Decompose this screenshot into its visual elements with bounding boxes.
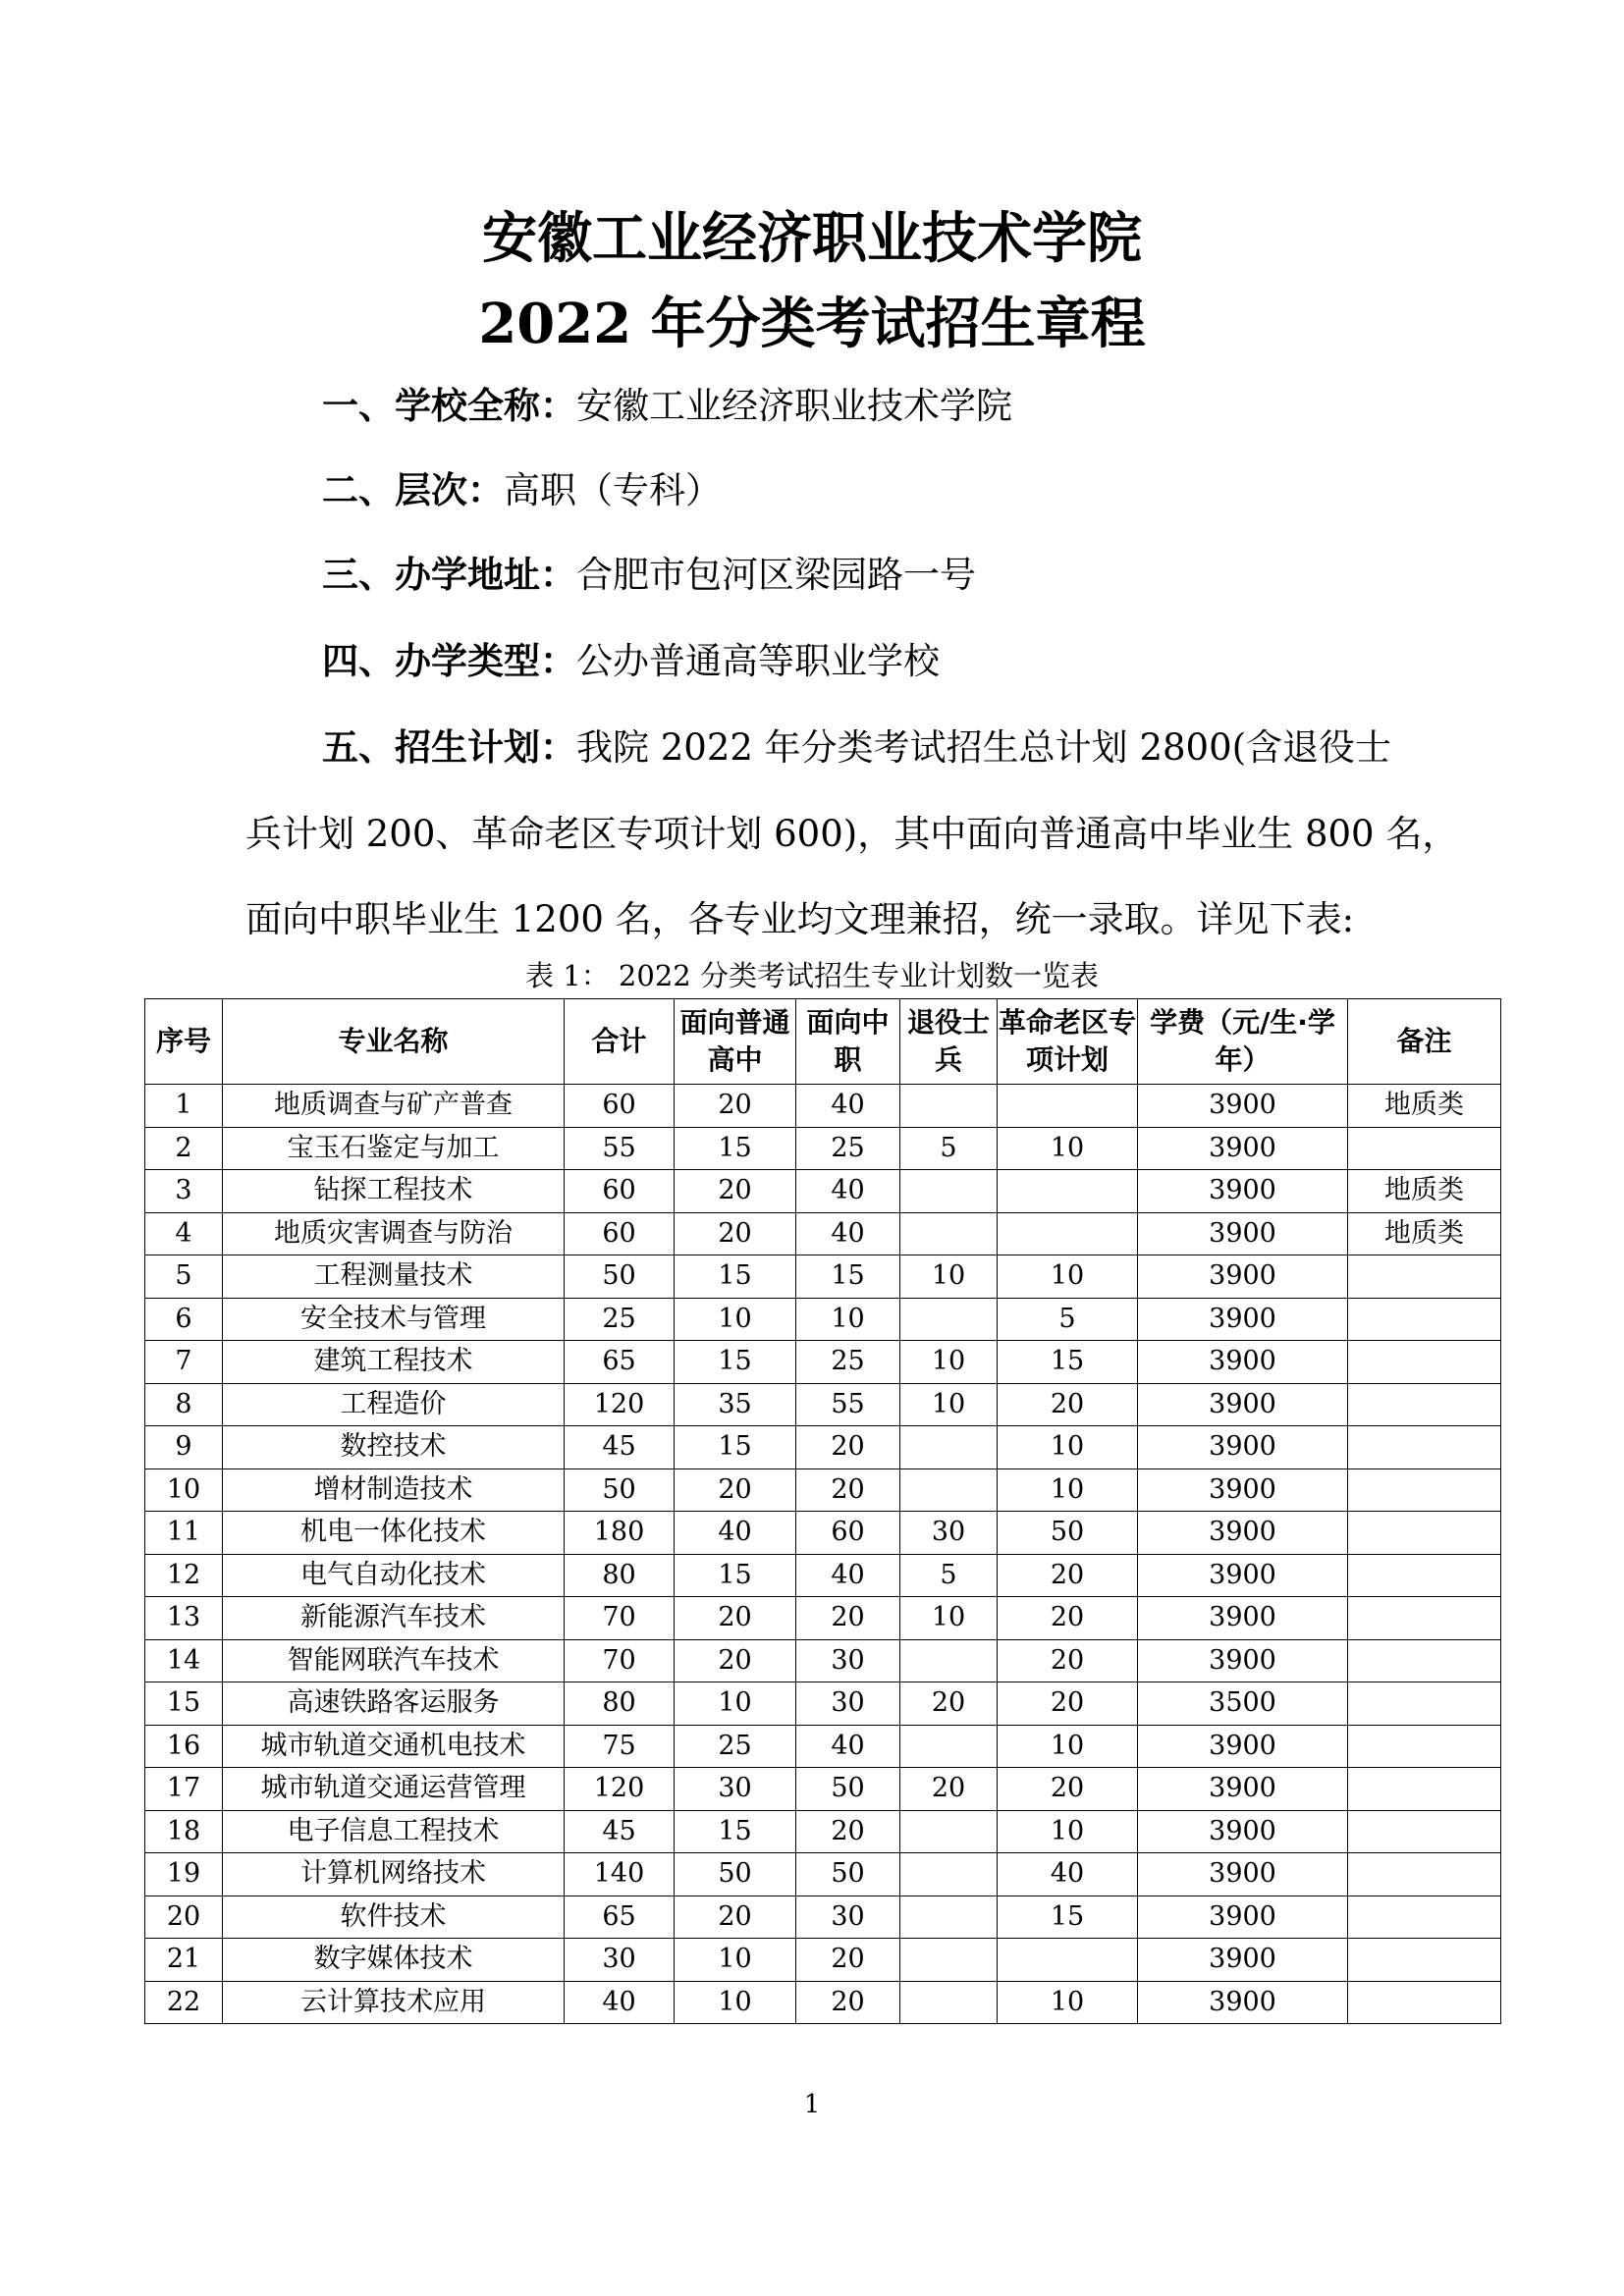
cell-index: 4 bbox=[145, 1212, 223, 1255]
cell-index: 19 bbox=[145, 1853, 223, 1896]
cell-total: 60 bbox=[565, 1085, 675, 1128]
header-index: 序号 bbox=[145, 999, 223, 1085]
cell-veterans: 30 bbox=[900, 1512, 998, 1555]
cell-veterans: 10 bbox=[900, 1383, 998, 1426]
cell-remarks bbox=[1348, 1981, 1501, 2024]
cell-index: 12 bbox=[145, 1554, 223, 1597]
cell-tuition: 3900 bbox=[1138, 1639, 1348, 1682]
cell-vocational: 60 bbox=[796, 1512, 900, 1555]
cell-high-school: 25 bbox=[675, 1725, 796, 1768]
cell-major: 数控技术 bbox=[223, 1426, 565, 1469]
cell-old-revolutionary-areas: 20 bbox=[998, 1597, 1138, 1640]
cell-old-revolutionary-areas: 50 bbox=[998, 1512, 1138, 1555]
cell-veterans: 20 bbox=[900, 1768, 998, 1811]
cell-vocational: 30 bbox=[796, 1896, 900, 1939]
cell-major: 地质调查与矿产普查 bbox=[223, 1085, 565, 1128]
cell-veterans bbox=[900, 1981, 998, 2024]
cell-major: 软件技术 bbox=[223, 1896, 565, 1939]
header-remarks: 备注 bbox=[1348, 999, 1501, 1085]
cell-total: 70 bbox=[565, 1639, 675, 1682]
section-label: 五、招生计划： bbox=[322, 726, 576, 769]
header-major: 专业名称 bbox=[223, 999, 565, 1085]
cell-veterans bbox=[900, 1085, 998, 1128]
table-row bbox=[145, 1298, 1501, 1341]
cell-remarks: 地质类 bbox=[1348, 1212, 1501, 1255]
cell-veterans bbox=[900, 1426, 998, 1469]
cell-major: 建筑工程技术 bbox=[223, 1341, 565, 1384]
cell-tuition: 3900 bbox=[1138, 1341, 1348, 1384]
cell-veterans bbox=[900, 1896, 998, 1939]
document-subtitle: 2022 年分类考试招生章程 bbox=[478, 292, 1146, 356]
section-school-name bbox=[322, 385, 1012, 428]
cell-high-school: 10 bbox=[675, 1298, 796, 1341]
cell-tuition: 3900 bbox=[1138, 1170, 1348, 1213]
cell-high-school: 35 bbox=[675, 1383, 796, 1426]
cell-high-school: 20 bbox=[675, 1212, 796, 1255]
cell-vocational: 40 bbox=[796, 1170, 900, 1213]
table-row bbox=[145, 1468, 1501, 1512]
cell-veterans: 5 bbox=[900, 1554, 998, 1597]
cell-major: 电气自动化技术 bbox=[223, 1554, 565, 1597]
cell-total: 45 bbox=[565, 1426, 675, 1469]
cell-veterans bbox=[900, 1170, 998, 1213]
cell-total: 80 bbox=[565, 1682, 675, 1726]
cell-tuition: 3900 bbox=[1138, 1127, 1348, 1170]
cell-major: 增材制造技术 bbox=[223, 1468, 565, 1512]
table-row bbox=[145, 1212, 1501, 1255]
cell-index: 14 bbox=[145, 1639, 223, 1682]
cell-total: 75 bbox=[565, 1725, 675, 1768]
cell-remarks bbox=[1348, 1341, 1501, 1384]
cell-remarks bbox=[1348, 1512, 1501, 1555]
table-row bbox=[145, 1426, 1501, 1469]
cell-tuition: 3900 bbox=[1138, 1896, 1348, 1939]
cell-remarks bbox=[1348, 1939, 1501, 1982]
cell-major: 工程测量技术 bbox=[223, 1255, 565, 1299]
cell-index: 22 bbox=[145, 1981, 223, 2024]
cell-index: 10 bbox=[145, 1468, 223, 1512]
section-value: 安徽工业经济职业技术学院 bbox=[576, 385, 1012, 427]
cell-vocational: 20 bbox=[796, 1939, 900, 1982]
cell-total: 65 bbox=[565, 1341, 675, 1384]
cell-old-revolutionary-areas: 20 bbox=[998, 1768, 1138, 1811]
document-title: 安徽工业经济职业技术学院 bbox=[482, 207, 1142, 271]
table-row bbox=[145, 1939, 1501, 1982]
cell-remarks bbox=[1348, 1639, 1501, 1682]
table-row bbox=[145, 1981, 1501, 2024]
cell-tuition: 3900 bbox=[1138, 1597, 1348, 1640]
cell-index: 7 bbox=[145, 1341, 223, 1384]
table-row bbox=[145, 1170, 1501, 1213]
cell-total: 55 bbox=[565, 1127, 675, 1170]
cell-total: 180 bbox=[565, 1512, 675, 1555]
cell-vocational: 40 bbox=[796, 1554, 900, 1597]
cell-high-school: 20 bbox=[675, 1896, 796, 1939]
cell-vocational: 50 bbox=[796, 1853, 900, 1896]
cell-tuition: 3900 bbox=[1138, 1853, 1348, 1896]
cell-old-revolutionary-areas: 10 bbox=[998, 1255, 1138, 1299]
cell-vocational: 40 bbox=[796, 1085, 900, 1128]
cell-old-revolutionary-areas bbox=[998, 1170, 1138, 1213]
table-row bbox=[145, 1639, 1501, 1682]
cell-remarks bbox=[1348, 1255, 1501, 1299]
cell-remarks bbox=[1348, 1383, 1501, 1426]
cell-high-school: 10 bbox=[675, 1682, 796, 1726]
cell-remarks bbox=[1348, 1810, 1501, 1853]
table-row bbox=[145, 1896, 1501, 1939]
cell-high-school: 20 bbox=[675, 1639, 796, 1682]
cell-tuition: 3900 bbox=[1138, 1298, 1348, 1341]
cell-total: 70 bbox=[565, 1597, 675, 1640]
section-address bbox=[322, 554, 976, 597]
cell-major: 城市轨道交通运营管理 bbox=[223, 1768, 565, 1811]
cell-veterans bbox=[900, 1810, 998, 1853]
cell-old-revolutionary-areas: 10 bbox=[998, 1127, 1138, 1170]
header-vocational: 面向中职 bbox=[796, 999, 900, 1085]
cell-major: 宝玉石鉴定与加工 bbox=[223, 1127, 565, 1170]
cell-remarks bbox=[1348, 1298, 1501, 1341]
cell-veterans bbox=[900, 1468, 998, 1512]
cell-major: 机电一体化技术 bbox=[223, 1512, 565, 1555]
cell-veterans bbox=[900, 1725, 998, 1768]
cell-old-revolutionary-areas: 20 bbox=[998, 1682, 1138, 1726]
table-row bbox=[145, 1512, 1501, 1555]
cell-vocational: 20 bbox=[796, 1426, 900, 1469]
section-value: 我院 2022 年分类考试招生总计划 2800(含退役士 bbox=[576, 726, 1392, 769]
table-row bbox=[145, 1085, 1501, 1128]
cell-vocational: 20 bbox=[796, 1468, 900, 1512]
section-value: 高职（专科） bbox=[504, 469, 722, 511]
cell-remarks bbox=[1348, 1554, 1501, 1597]
table-row bbox=[145, 1597, 1501, 1640]
section-value: 合肥市包河区梁园路一号 bbox=[576, 554, 976, 596]
cell-high-school: 15 bbox=[675, 1810, 796, 1853]
cell-tuition: 3900 bbox=[1138, 1085, 1348, 1128]
cell-old-revolutionary-areas: 40 bbox=[998, 1853, 1138, 1896]
header-tuition: 学费（元/生·学年） bbox=[1138, 999, 1348, 1085]
cell-high-school: 15 bbox=[675, 1127, 796, 1170]
cell-total: 40 bbox=[565, 1981, 675, 2024]
cell-tuition: 3900 bbox=[1138, 1725, 1348, 1768]
cell-total: 45 bbox=[565, 1810, 675, 1853]
table-row bbox=[145, 1383, 1501, 1426]
section-label: 三、办学地址： bbox=[322, 554, 576, 596]
plan-text-line: 面向中职毕业生 1200 名，各专业均文理兼招，统一录取。详见下表: bbox=[245, 898, 1355, 940]
header-high-school: 面向普通高中 bbox=[675, 999, 796, 1085]
cell-remarks: 地质类 bbox=[1348, 1170, 1501, 1213]
cell-total: 60 bbox=[565, 1170, 675, 1213]
cell-total: 50 bbox=[565, 1468, 675, 1512]
cell-index: 8 bbox=[145, 1383, 223, 1426]
section-school-type bbox=[322, 640, 940, 683]
cell-index: 3 bbox=[145, 1170, 223, 1213]
cell-major: 智能网联汽车技术 bbox=[223, 1639, 565, 1682]
cell-vocational: 15 bbox=[796, 1255, 900, 1299]
cell-veterans: 10 bbox=[900, 1597, 998, 1640]
cell-high-school: 20 bbox=[675, 1085, 796, 1128]
cell-high-school: 15 bbox=[675, 1426, 796, 1469]
cell-index: 6 bbox=[145, 1298, 223, 1341]
cell-old-revolutionary-areas: 5 bbox=[998, 1298, 1138, 1341]
cell-total: 65 bbox=[565, 1896, 675, 1939]
cell-high-school: 10 bbox=[675, 1939, 796, 1982]
cell-index: 13 bbox=[145, 1597, 223, 1640]
section-level bbox=[322, 469, 722, 512]
table-row bbox=[145, 1725, 1501, 1768]
cell-remarks: 地质类 bbox=[1348, 1085, 1501, 1128]
cell-major: 电子信息工程技术 bbox=[223, 1810, 565, 1853]
cell-remarks bbox=[1348, 1725, 1501, 1768]
page-number: 1 bbox=[803, 2090, 821, 2119]
cell-veterans bbox=[900, 1298, 998, 1341]
cell-tuition: 3500 bbox=[1138, 1682, 1348, 1726]
cell-veterans bbox=[900, 1212, 998, 1255]
cell-index: 20 bbox=[145, 1896, 223, 1939]
table-body bbox=[145, 1085, 1501, 2024]
cell-high-school: 15 bbox=[675, 1255, 796, 1299]
table-caption: 表 1： 2022 分类考试招生专业计划数一览表 bbox=[525, 959, 1099, 992]
cell-tuition: 3900 bbox=[1138, 1212, 1348, 1255]
cell-index: 1 bbox=[145, 1085, 223, 1128]
cell-veterans: 20 bbox=[900, 1682, 998, 1726]
cell-old-revolutionary-areas bbox=[998, 1939, 1138, 1982]
cell-total: 30 bbox=[565, 1939, 675, 1982]
cell-remarks bbox=[1348, 1853, 1501, 1896]
cell-index: 16 bbox=[145, 1725, 223, 1768]
cell-tuition: 3900 bbox=[1138, 1810, 1348, 1853]
cell-old-revolutionary-areas: 10 bbox=[998, 1426, 1138, 1469]
cell-index: 11 bbox=[145, 1512, 223, 1555]
cell-tuition: 3900 bbox=[1138, 1981, 1348, 2024]
section-label: 四、办学类型： bbox=[322, 640, 576, 682]
cell-major: 新能源汽车技术 bbox=[223, 1597, 565, 1640]
cell-major: 地质灾害调查与防治 bbox=[223, 1212, 565, 1255]
cell-high-school: 20 bbox=[675, 1597, 796, 1640]
cell-old-revolutionary-areas: 20 bbox=[998, 1639, 1138, 1682]
cell-remarks bbox=[1348, 1468, 1501, 1512]
cell-old-revolutionary-areas: 10 bbox=[998, 1981, 1138, 2024]
table-row bbox=[145, 1810, 1501, 1853]
cell-major: 城市轨道交通机电技术 bbox=[223, 1725, 565, 1768]
cell-tuition: 3900 bbox=[1138, 1939, 1348, 1982]
cell-total: 120 bbox=[565, 1383, 675, 1426]
cell-high-school: 20 bbox=[675, 1468, 796, 1512]
cell-index: 21 bbox=[145, 1939, 223, 1982]
cell-tuition: 3900 bbox=[1138, 1426, 1348, 1469]
cell-index: 5 bbox=[145, 1255, 223, 1299]
cell-vocational: 50 bbox=[796, 1768, 900, 1811]
cell-remarks bbox=[1348, 1597, 1501, 1640]
table-row bbox=[145, 1127, 1501, 1170]
cell-high-school: 10 bbox=[675, 1981, 796, 2024]
cell-total: 50 bbox=[565, 1255, 675, 1299]
cell-major: 计算机网络技术 bbox=[223, 1853, 565, 1896]
cell-veterans bbox=[900, 1639, 998, 1682]
cell-major: 云计算技术应用 bbox=[223, 1981, 565, 2024]
section-value: 公办普通高等职业学校 bbox=[576, 640, 940, 682]
table-row bbox=[145, 1341, 1501, 1384]
cell-tuition: 3900 bbox=[1138, 1468, 1348, 1512]
cell-major: 工程造价 bbox=[223, 1383, 565, 1426]
cell-total: 140 bbox=[565, 1853, 675, 1896]
cell-major: 钻探工程技术 bbox=[223, 1170, 565, 1213]
cell-old-revolutionary-areas bbox=[998, 1212, 1138, 1255]
table-row bbox=[145, 1682, 1501, 1726]
cell-major: 高速铁路客运服务 bbox=[223, 1682, 565, 1726]
cell-old-revolutionary-areas: 15 bbox=[998, 1341, 1138, 1384]
cell-remarks bbox=[1348, 1682, 1501, 1726]
cell-remarks bbox=[1348, 1426, 1501, 1469]
cell-remarks bbox=[1348, 1896, 1501, 1939]
cell-veterans: 10 bbox=[900, 1341, 998, 1384]
header-old-revolutionary-areas: 革命老区专项计划 bbox=[998, 999, 1138, 1085]
cell-high-school: 15 bbox=[675, 1341, 796, 1384]
cell-remarks bbox=[1348, 1768, 1501, 1811]
cell-veterans: 10 bbox=[900, 1255, 998, 1299]
table-row bbox=[145, 1554, 1501, 1597]
cell-tuition: 3900 bbox=[1138, 1554, 1348, 1597]
cell-total: 60 bbox=[565, 1212, 675, 1255]
cell-old-revolutionary-areas: 10 bbox=[998, 1725, 1138, 1768]
cell-veterans bbox=[900, 1853, 998, 1896]
table-row bbox=[145, 1853, 1501, 1896]
table-row bbox=[145, 1255, 1501, 1299]
enrollment-plan-table bbox=[144, 998, 1501, 2024]
cell-major: 安全技术与管理 bbox=[223, 1298, 565, 1341]
section-label: 一、学校全称： bbox=[322, 385, 576, 427]
cell-index: 2 bbox=[145, 1127, 223, 1170]
cell-vocational: 20 bbox=[796, 1981, 900, 2024]
cell-total: 120 bbox=[565, 1768, 675, 1811]
cell-high-school: 40 bbox=[675, 1512, 796, 1555]
cell-index: 17 bbox=[145, 1768, 223, 1811]
cell-remarks bbox=[1348, 1127, 1501, 1170]
cell-old-revolutionary-areas bbox=[998, 1085, 1138, 1128]
header-total: 合计 bbox=[565, 999, 675, 1085]
cell-vocational: 40 bbox=[796, 1212, 900, 1255]
section-enrollment-plan bbox=[322, 726, 1391, 770]
cell-total: 25 bbox=[565, 1298, 675, 1341]
cell-major: 数字媒体技术 bbox=[223, 1939, 565, 1982]
cell-vocational: 20 bbox=[796, 1810, 900, 1853]
cell-veterans bbox=[900, 1939, 998, 1982]
cell-vocational: 20 bbox=[796, 1597, 900, 1640]
cell-vocational: 55 bbox=[796, 1383, 900, 1426]
cell-vocational: 30 bbox=[796, 1682, 900, 1726]
cell-vocational: 40 bbox=[796, 1725, 900, 1768]
cell-total: 80 bbox=[565, 1554, 675, 1597]
cell-old-revolutionary-areas: 20 bbox=[998, 1383, 1138, 1426]
table-row bbox=[145, 1768, 1501, 1811]
cell-vocational: 25 bbox=[796, 1341, 900, 1384]
cell-vocational: 25 bbox=[796, 1127, 900, 1170]
cell-veterans: 5 bbox=[900, 1127, 998, 1170]
plan-text-line: 兵计划 200、革命老区专项计划 600)，其中面向普通高中毕业生 800 名， bbox=[245, 813, 1459, 855]
cell-old-revolutionary-areas: 10 bbox=[998, 1468, 1138, 1512]
cell-index: 18 bbox=[145, 1810, 223, 1853]
cell-high-school: 15 bbox=[675, 1554, 796, 1597]
cell-index: 15 bbox=[145, 1682, 223, 1726]
cell-tuition: 3900 bbox=[1138, 1383, 1348, 1426]
cell-vocational: 30 bbox=[796, 1639, 900, 1682]
cell-tuition: 3900 bbox=[1138, 1512, 1348, 1555]
cell-high-school: 30 bbox=[675, 1768, 796, 1811]
section-label: 二、层次： bbox=[322, 469, 504, 511]
cell-high-school: 20 bbox=[675, 1170, 796, 1213]
table-header-row bbox=[145, 999, 1501, 1085]
cell-old-revolutionary-areas: 10 bbox=[998, 1810, 1138, 1853]
cell-tuition: 3900 bbox=[1138, 1255, 1348, 1299]
cell-old-revolutionary-areas: 20 bbox=[998, 1554, 1138, 1597]
cell-old-revolutionary-areas: 15 bbox=[998, 1896, 1138, 1939]
cell-vocational: 10 bbox=[796, 1298, 900, 1341]
cell-high-school: 50 bbox=[675, 1853, 796, 1896]
cell-index: 9 bbox=[145, 1426, 223, 1469]
header-veterans: 退役士兵 bbox=[900, 999, 998, 1085]
cell-tuition: 3900 bbox=[1138, 1768, 1348, 1811]
